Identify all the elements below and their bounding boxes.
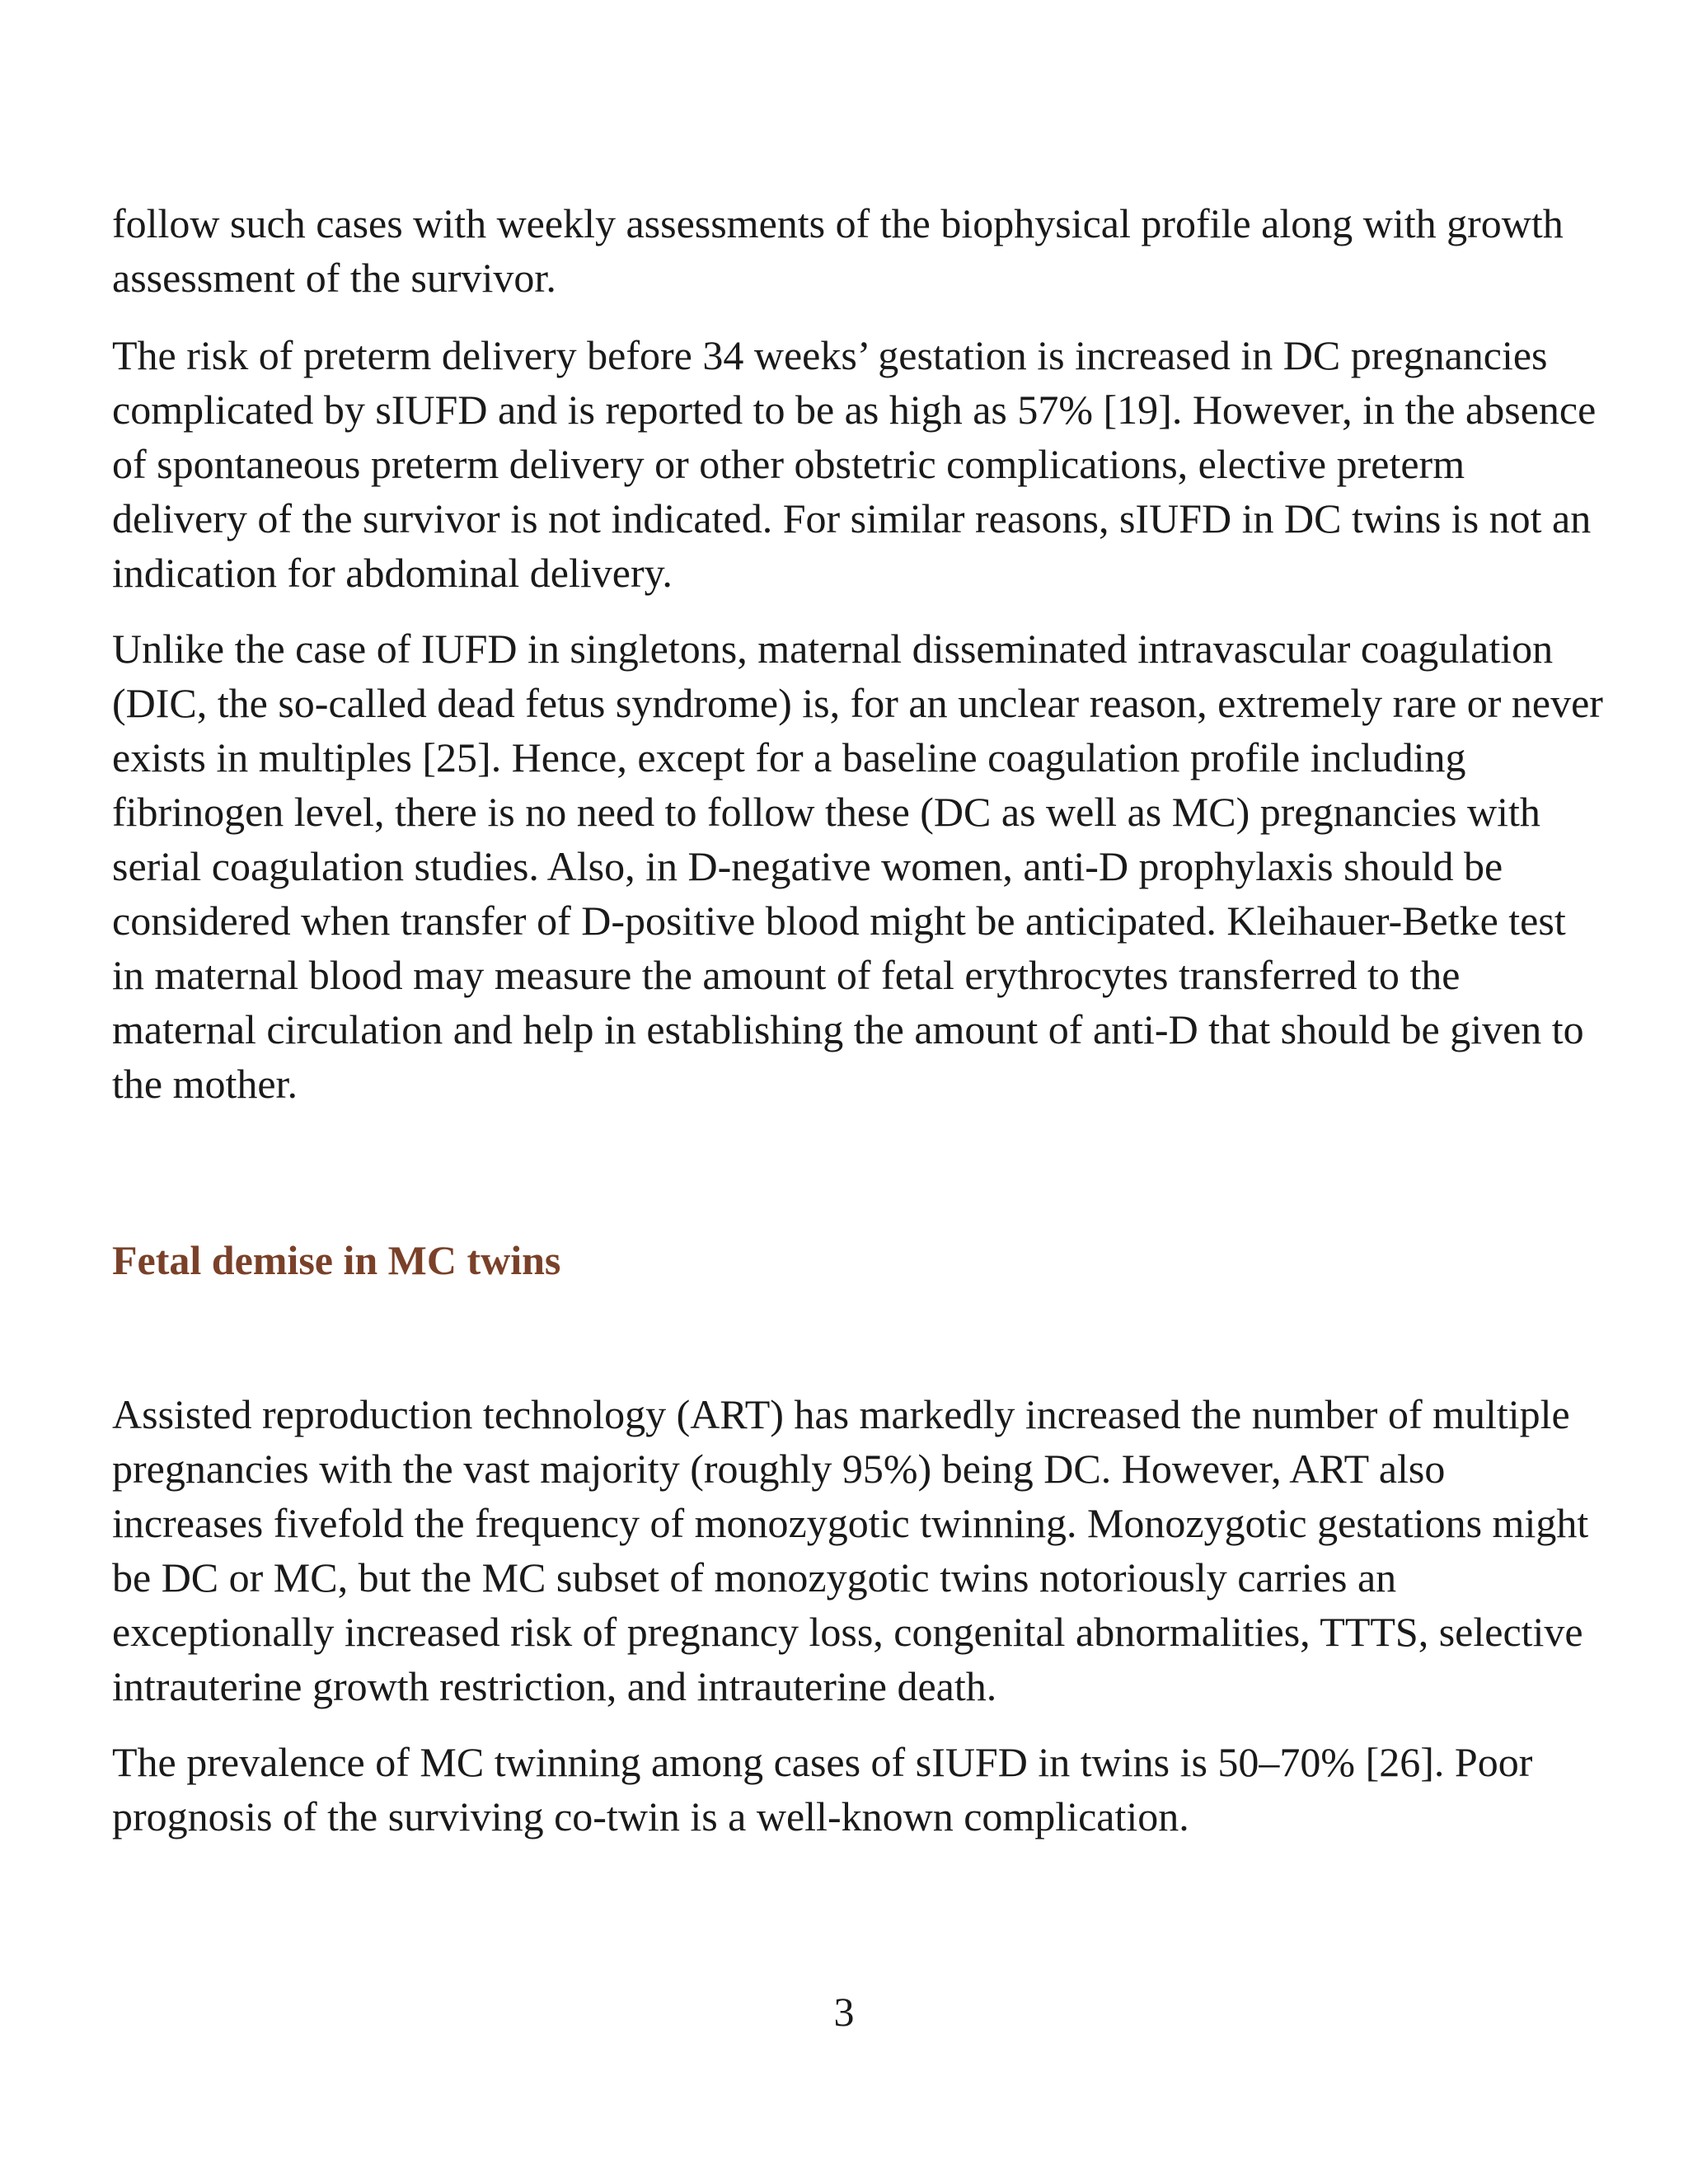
section-heading: Fetal demise in MC twins — [112, 1237, 561, 1283]
section-paragraph: Assisted reproduction technology (ART) has markedly increased the number of multiple pregnancies with the vast majority (roughly 95%) being DC. However, ART also increases fivefold the frequency of monozygotic twinning. Monozygotic gestations might be DC or MC, but the MC subset of monozygotic twins notoriously carries an exceptionally increased risk of pregnancy loss, congenital abnormalities, TTTS, selective intrauterine growth restriction, and intrauterine death. — [112, 1391, 1589, 1709]
page-number: 3 — [833, 1989, 855, 2035]
section-text-block — [112, 1387, 1606, 1844]
section-paragraph: The prevalence of MC twinning among cases of sIUFD in twins is 50–70% [26]. Poor prognosis of the surviving co-twin is a well-known complication. — [112, 1739, 1533, 1840]
body-paragraph: follow such cases with weekly assessments of the biophysical profile along with growth assessment of the survivor. — [112, 200, 1564, 301]
body-paragraph: Unlike the case of IUFD in singletons, maternal disseminated intravascular coagulation (DIC, the so-called dead fetus syndrome) is, for an unclear reason, extremely rare or never exists in multiples [25]. Hence, except for a baseline coagulation profile including fibrinogen level, there is no need to follow these (DC as well as MC) pregnancies with serial coagulation studies. Also, in D-negative women, anti-D prophylaxis should be considered when transfer of D-positive blood might be anticipated. Kleihauer-Betke test in maternal blood may measure the amount of fetal erythrocytes transferred to the maternal circulation and help in establishing the amount of anti-D that should be given to the mother. — [112, 626, 1603, 1107]
body-paragraph: The risk of preterm delivery before 34 weeks’ gestation is increased in DC pregnancies complicated by sIUFD and is reported to be as high as 57% [19]. However, in the absence of spontaneous preterm delivery or other obstetric complications, elective preterm delivery of the survivor is not indicated. For similar reasons, sIUFD in DC twins is not an indication for abdominal delivery. — [112, 332, 1597, 596]
body-text-block — [112, 196, 1606, 1111]
